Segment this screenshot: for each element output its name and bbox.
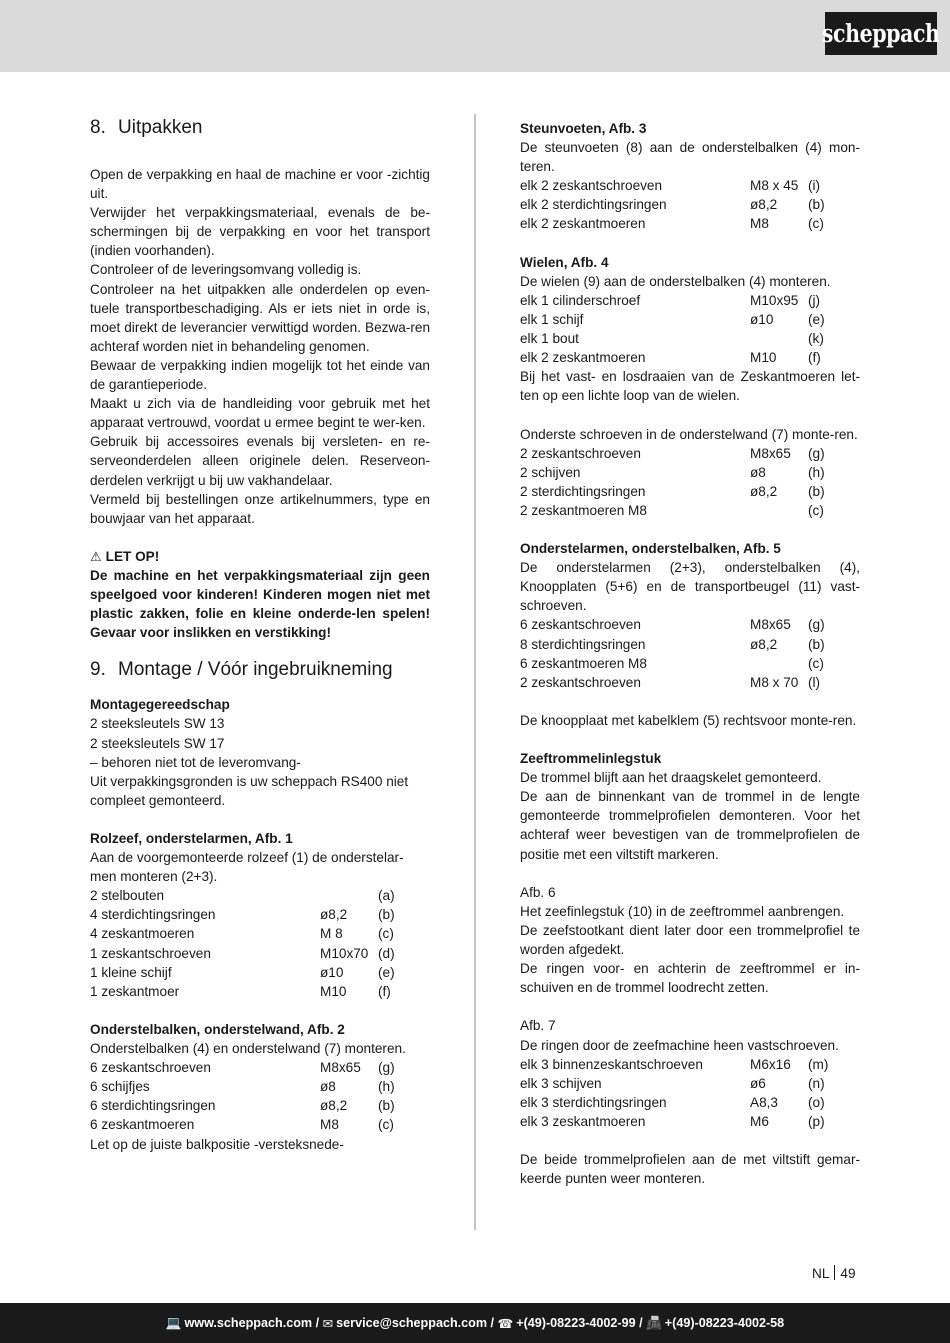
paragraph: De zeefstootkant dient later door een trommelprofiel te worden afgedekt. [520, 922, 860, 958]
figure-label: Afb. 7 [520, 1018, 556, 1034]
parts-row: elk 2 sterdichtingsringen ø8,2 (b) [520, 197, 825, 213]
text-line: 2 steeksleutels SW 17 [90, 735, 225, 751]
parts-row: 2 zeskantschroeven M8 x 70 (l) [520, 674, 821, 690]
parts-row: 2 zeskantmoeren M8 (c) [520, 502, 824, 518]
parts-row: 8 sterdichtingsringen ø8,2 (b) [520, 636, 825, 652]
column-divider [474, 114, 476, 1230]
parts-row: elk 1 schijf ø10 (e) [520, 311, 825, 327]
email-link[interactable]: service@scheppach.com / [336, 1316, 495, 1330]
parts-row: 6 zeskantschroeven M8x65 (g) [90, 1060, 395, 1076]
paragraph: Vermeld bij bestellingen onze artikelnummers, type en bouwjaar van het apparaat. [90, 491, 430, 526]
parts-row: 6 schijfjes ø8 (h) [90, 1079, 395, 1095]
subheading: Wielen, Afb. 4 [520, 254, 609, 270]
page-number: NL 49 [812, 1266, 856, 1281]
footer-bar [0, 1303, 950, 1343]
paragraph: De ringen voor- en achterin de zeeftrommel er in-schuiven en de trommel loodrecht zetten. [520, 961, 860, 996]
paragraph: Bewaar de verpakking indien mogelijk tot het einde van de garantieperiode. [90, 357, 430, 393]
parts-row: 1 kleine schijf ø10 (e) [90, 964, 395, 980]
text-line: Uit verpakkingsgronden is uw scheppach RS400 niet compleet gemonteerd. [90, 773, 409, 808]
parts-row: 1 zeskantschroeven M10x70 (d) [90, 945, 395, 961]
warning-text: De machine en het verpakkingsmateriaal zijn geen speelgoed voor kinderen! Kinderen mogen niet met plastic zakken, folie en kleine onderde-len spelen! Gevaar voor inslikken en verstikking! [90, 567, 430, 641]
subheading: Zeeftrommelinlegstuk [520, 751, 662, 767]
parts-row: 2 schijven ø8 (h) [520, 464, 825, 480]
parts-row: elk 2 zeskantmoeren M10 (f) [520, 350, 821, 366]
parts-row: 2 stelbouten (a) [90, 888, 395, 904]
parts-row: elk 3 zeskantmoeren M6 (p) [520, 1113, 825, 1129]
parts-row: elk 1 cilinderschroef M10x95 (j) [520, 292, 821, 308]
right-column [520, 119, 860, 1188]
paragraph: Verwijder het verpakkingsmateriaal, evenals de be-schermingen bij de verpakking en voor het transport (indien voorhanden). [90, 205, 430, 259]
paragraph: Onderste schroeven in de onderstelwand (7) monte-ren. [520, 426, 858, 442]
mail-icon: ✉ [322, 1316, 334, 1331]
paragraph: Gebruik bij accessoires evenals bij versleten- en re-serveonderdelen alleen originele delen. Reserveon-derdelen verkrijgt u bij uw vakhandelaar. [90, 434, 430, 488]
paragraph: Maakt u zich via de handleiding voor gebruik met het apparaat vertrouwd, voordat u ermee begint te wer-ken. [90, 396, 430, 431]
parts-row: elk 3 schijven ø6 (n) [520, 1075, 825, 1091]
paragraph: Het zeefinlegstuk (10) in de zeeftrommel aanbrengen. [520, 903, 845, 919]
paragraph: De knoopplaat met kabelklem (5) rechtsvoor monte-ren. [520, 712, 857, 728]
parts-row: elk 1 bout (k) [520, 331, 824, 347]
parts-row: 6 zeskantschroeven M8x65 (g) [520, 617, 825, 633]
paragraph: De trommel blijft aan het draagskelet gemonteerd. [520, 770, 822, 786]
parts-row: 6 zeskantmoeren M8 (c) [520, 655, 824, 671]
section-9-heading: 9. Montage / Vóór ingebruikneming [90, 659, 393, 681]
paragraph: De steunvoeten (8) aan de onderstelbalken (4) mon-teren. [520, 140, 860, 175]
warning-title: ⚠ LET OP! [90, 548, 160, 564]
paragraph: Controleer of de leveringsomvang volledig is. [90, 262, 362, 278]
paragraph: De aan de binnenkant van de trommel in de lengte gemonteerde trommelprofielen demonteren. Voor het achteraf weer bevestigen van de trommelprofielen de positie met een viltstift markeren. [520, 789, 860, 862]
parts-row: 1 zeskantmoer M10 (f) [90, 983, 391, 999]
paragraph: Controleer na het uitpakken alle onderdelen op even-tuele transportbeschadiging. Als er iets niet in orde is, moet direkt de leverancier verwittigd worden. Bezwa-ren achteraf worden niet in behandeling genomen. [90, 281, 430, 354]
computer-icon: 💻 [165, 1315, 182, 1330]
warning-icon: ⚠ [90, 548, 102, 564]
paragraph: De beide trommelprofielen aan de met viltstift gemar-keerde punten weer monteren. [520, 1152, 860, 1187]
parts-row: 4 zeskantmoeren M 8 (c) [90, 926, 394, 942]
paragraph: Onderstelbalken (4) en onderstelwand (7) monteren. [90, 1041, 406, 1057]
parts-row: elk 2 zeskantschroeven M8 x 45 (i) [520, 178, 821, 194]
phone-icon: ☎ [497, 1316, 514, 1331]
text-line: 2 steeksleutels SW 13 [90, 716, 225, 732]
subheading: Montagegereedschap [90, 697, 230, 713]
parts-row: 2 zeskantschroeven M8x65 (g) [520, 445, 825, 461]
fax-icon: 📠 [646, 1315, 662, 1330]
subheading: Onderstelbalken, onderstelwand, Afb. 2 [90, 1021, 345, 1037]
subheading: Onderstelarmen, onderstelbalken, Afb. 5 [520, 541, 781, 557]
paragraph: Aan de voorgemonteerde rolzeef (1) de onderstelar-men monteren (2+3). [90, 850, 404, 885]
left-column [90, 114, 430, 1154]
paragraph: De ringen door de zeefmachine heen vastschroeven. [520, 1037, 839, 1053]
subheading: Rolzeef, onderstelarmen, Afb. 1 [90, 831, 293, 846]
parts-row: elk 2 zeskantmoeren M8 (c) [520, 216, 824, 232]
text-line: – behoren niet tot de leveromvang- [90, 754, 301, 770]
figure-label: Afb. 6 [520, 884, 556, 900]
header-bar [0, 0, 950, 72]
paragraph: De wielen (9) aan de onderstelbalken (4) monteren. [520, 273, 831, 289]
fax-number: +(49)-08223-4002-58 [664, 1316, 785, 1330]
website-link[interactable]: www.scheppach.com / [184, 1316, 320, 1330]
subheading: Steunvoeten, Afb. 3 [520, 121, 647, 136]
parts-row: 2 sterdichtingsringen ø8,2 (b) [520, 483, 825, 499]
phone-number: +(49)-08223-4002-99 / [516, 1316, 643, 1330]
scheppach-logo: scheppach [825, 12, 937, 55]
parts-row: 4 sterdichtingsringen ø8,2 (b) [90, 907, 395, 923]
parts-row: elk 3 sterdichtingsringen A8,3 (o) [520, 1094, 825, 1110]
parts-row: elk 3 binnenzeskantschroeven M6x16 (m) [520, 1056, 829, 1072]
parts-row: 6 sterdichtingsringen ø8,2 (b) [90, 1098, 395, 1114]
paragraph: Open de verpakking en haal de machine er voor -zichtig uit. [90, 167, 430, 202]
paragraph: Bij het vast- en losdraaien van de Zeskantmoeren let-ten op een lichte loop van de wielen. [520, 369, 860, 404]
section-8-heading: 8. Uitpakken [90, 117, 203, 138]
paragraph: De onderstelarmen (2+3), onderstelbalken (4), Knoopplaten (5+6) en de transportbeugel (11) vast-schroeven. [520, 560, 860, 614]
parts-row: 6 zeskantmoeren M8 (c) [90, 1117, 394, 1133]
text-line: Let op de juiste balkpositie -versteksnede- [90, 1136, 344, 1152]
